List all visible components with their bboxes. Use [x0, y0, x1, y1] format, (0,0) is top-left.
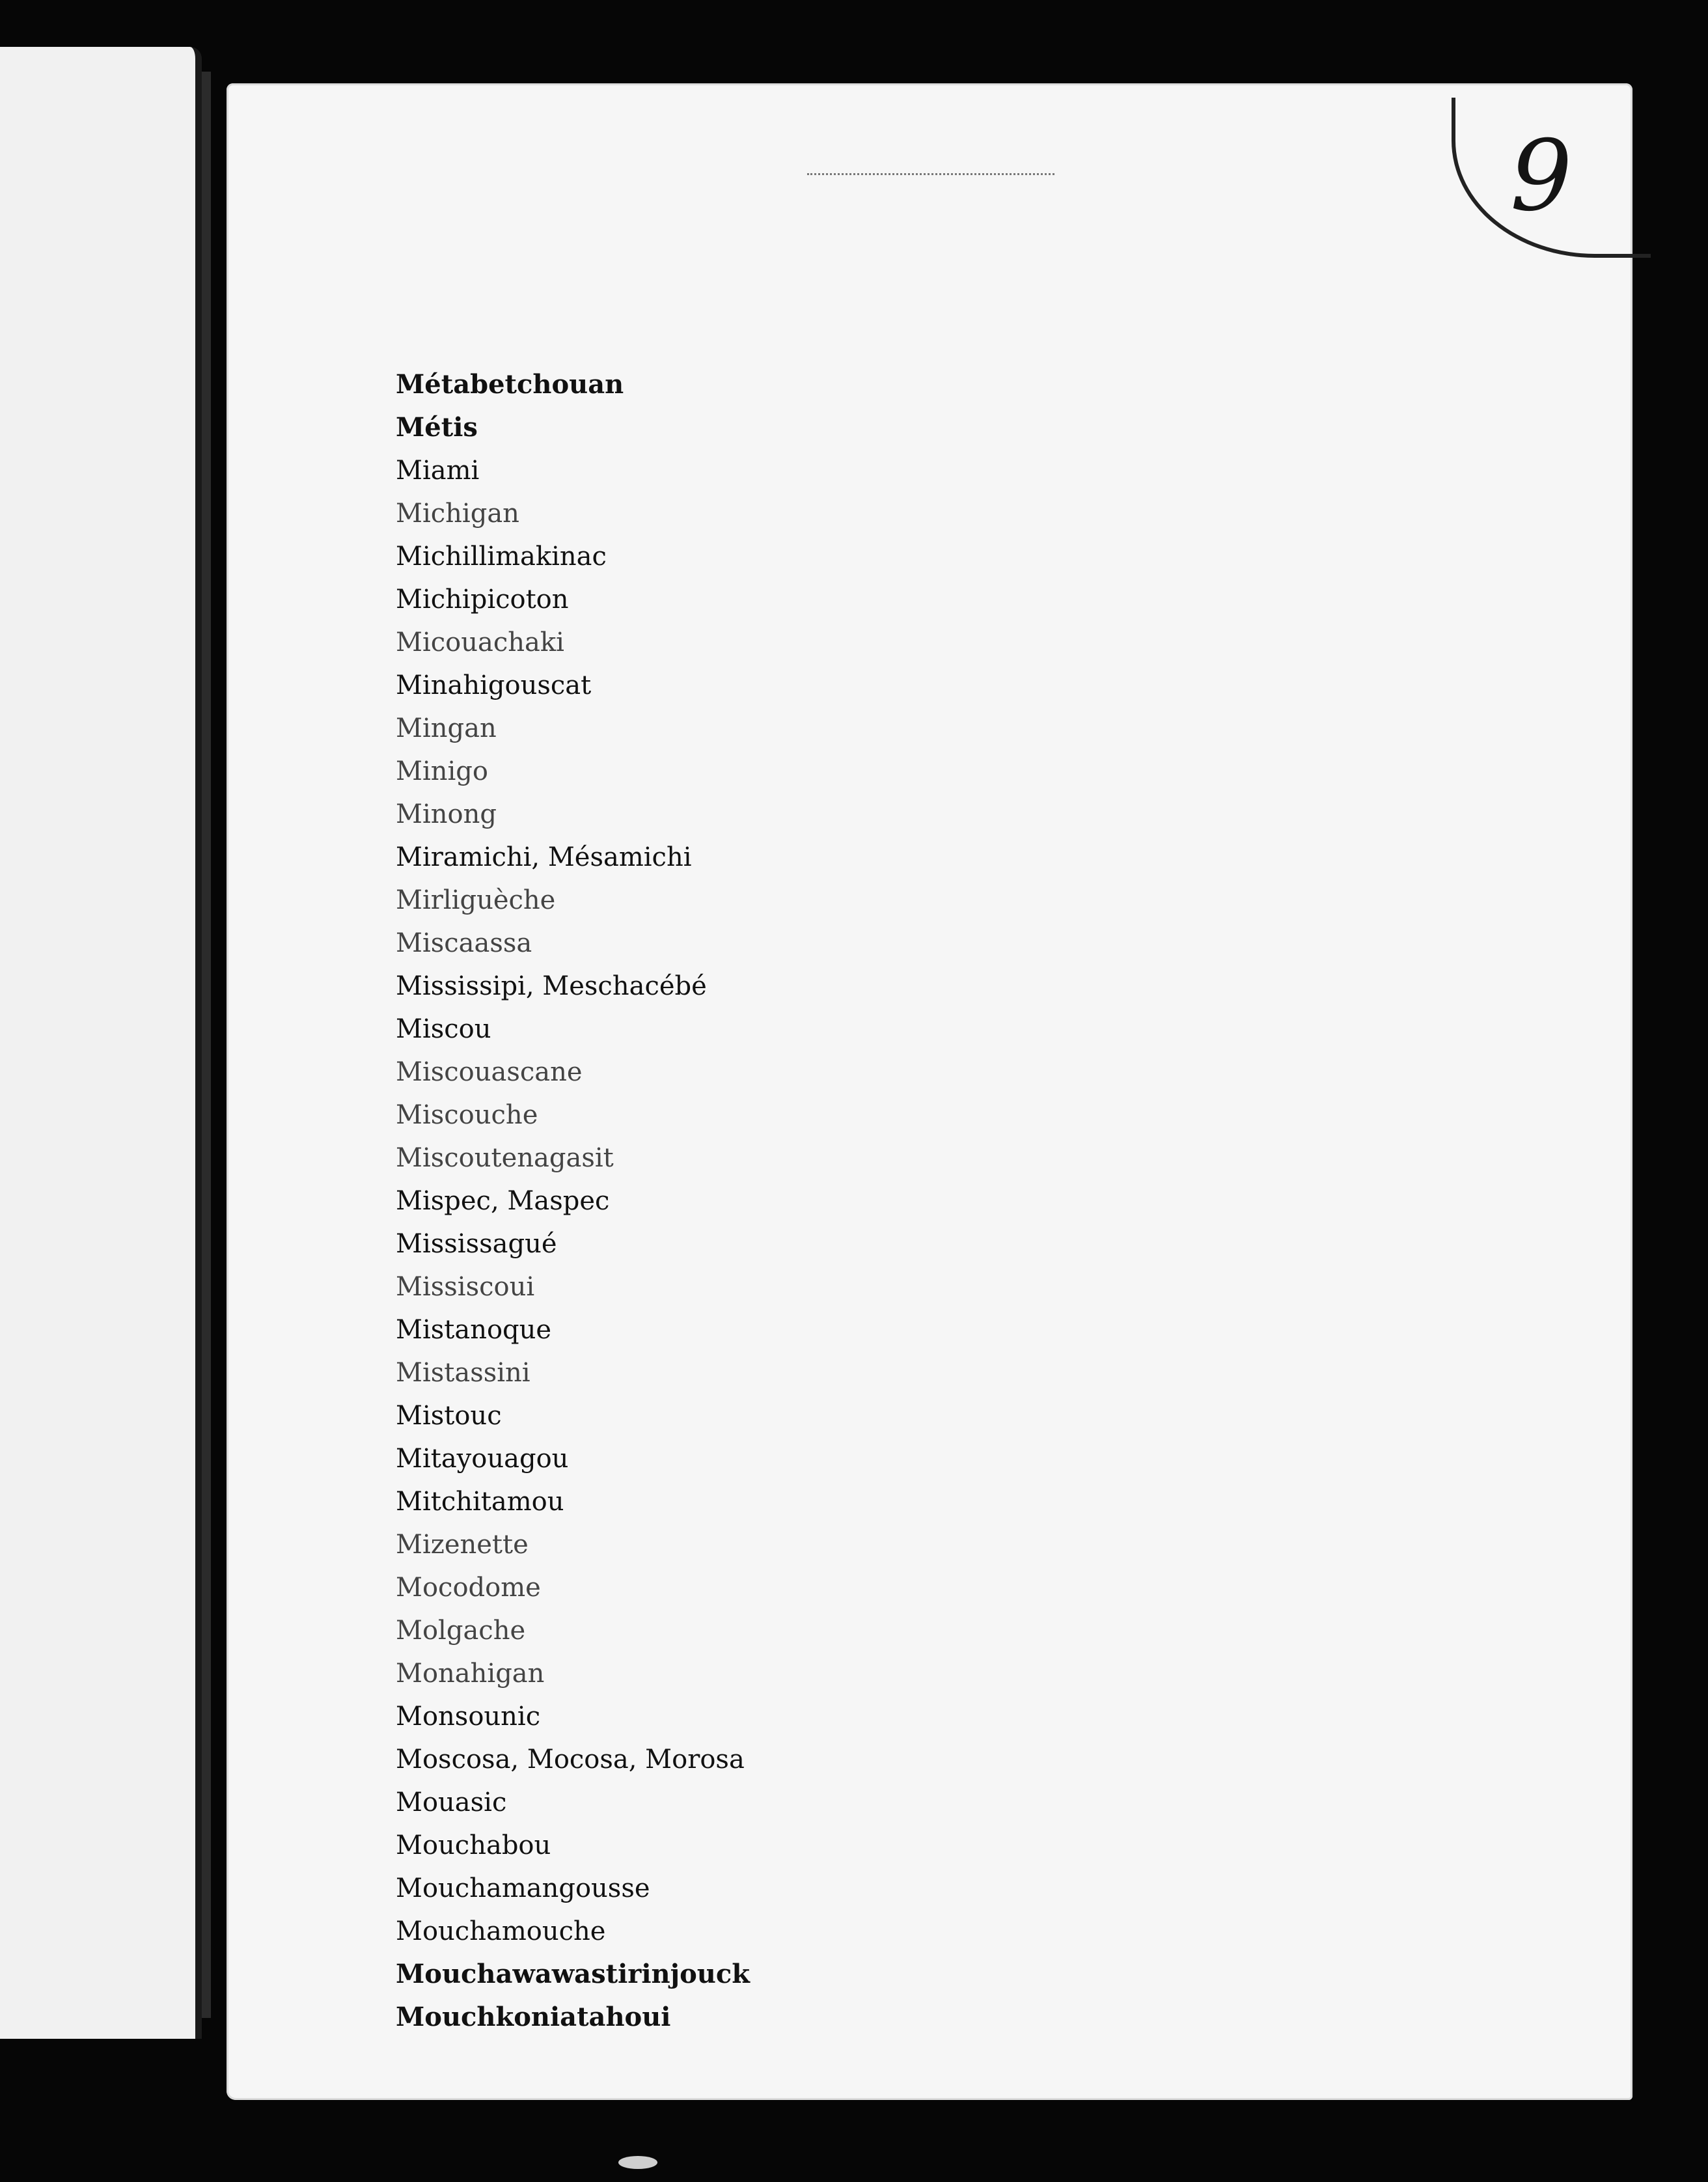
list-item: Miscou: [396, 1014, 491, 1044]
page-binding-shadow: [202, 72, 211, 2018]
list-item: Micouachaki: [396, 628, 564, 657]
list-item: Mistanoque: [396, 1315, 552, 1345]
list-item: Missiscoui: [396, 1272, 535, 1302]
page-number: 9: [1510, 120, 1573, 233]
list-item: Mississipi, Meschacébé: [396, 971, 707, 1001]
list-item: Mingan: [396, 713, 497, 743]
list-item: Michipicoton: [396, 585, 569, 615]
list-item: Mouchamangousse: [396, 1873, 650, 1903]
list-item: Mirliguèche: [396, 885, 556, 915]
list-item: Mispec, Maspec: [396, 1186, 610, 1216]
list-item: Minong: [396, 799, 497, 829]
list-item: Mitayouagou: [396, 1444, 569, 1474]
list-item: Mocodome: [396, 1573, 541, 1603]
list-item: Miscouche: [396, 1100, 538, 1130]
list-item: Mouasic: [396, 1788, 507, 1817]
list-item: Métis: [396, 412, 478, 443]
list-item: Miami: [396, 456, 480, 486]
list-item: Mouchabou: [396, 1830, 551, 1860]
list-item: Miscaassa: [396, 928, 532, 958]
faint-top-mark: [807, 173, 1054, 177]
list-item: Métabetchouan: [396, 369, 624, 400]
list-item: Miramichi, Mésamichi: [396, 842, 692, 872]
list-item: Mitchitamou: [396, 1487, 564, 1517]
list-item: Monsounic: [396, 1702, 541, 1732]
list-item: Mouchawawastirinjouck: [396, 1959, 750, 1989]
place-name-list: [396, 363, 750, 2039]
list-item: Mizenette: [396, 1530, 529, 1560]
list-item: Minahigouscat: [396, 670, 592, 700]
bottom-scan-mark: [618, 2156, 657, 2169]
list-item: Miscouascane: [396, 1057, 583, 1087]
list-item: Mistassini: [396, 1358, 530, 1388]
list-item: Molgache: [396, 1616, 526, 1646]
list-item: Minigo: [396, 756, 488, 786]
list-item: Mouchamouche: [396, 1916, 606, 1946]
list-item: Michillimakinac: [396, 542, 607, 572]
list-item: Moscosa, Mocosa, Morosa: [396, 1745, 745, 1775]
list-item: Mouchkoniatahoui: [396, 2002, 671, 2032]
list-item: Monahigan: [396, 1659, 545, 1689]
list-item: Michigan: [396, 499, 519, 529]
list-item: Miscoutenagasit: [396, 1143, 614, 1173]
list-item: Mississagué: [396, 1229, 557, 1259]
left-page-edge: [0, 47, 202, 2039]
list-item: Mistouc: [396, 1401, 502, 1431]
